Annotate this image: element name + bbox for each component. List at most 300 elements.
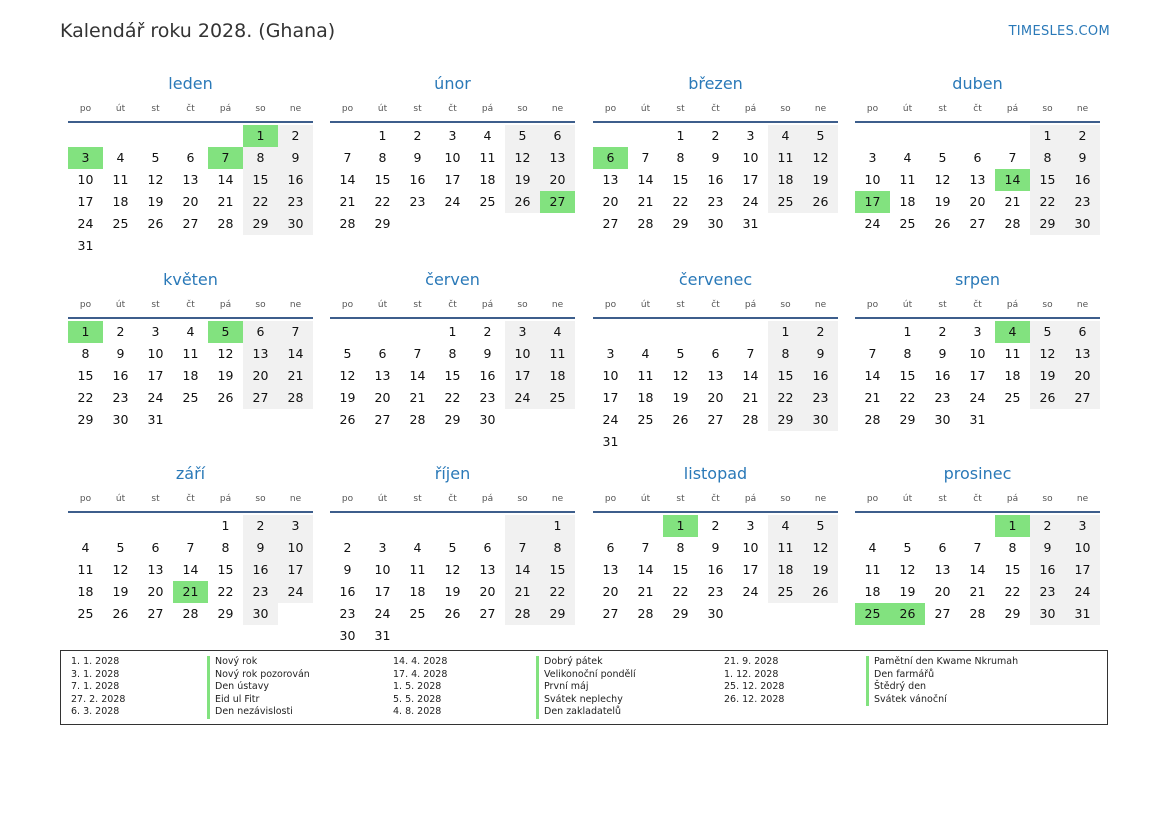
day-cell: 29 [672, 606, 689, 621]
empty-cell [540, 409, 575, 431]
day-cell: 27 [374, 412, 391, 427]
weekday-label: čt [448, 300, 457, 310]
day-cell: 21 [278, 365, 313, 387]
empty-cell [435, 213, 470, 235]
day-cell: 3 [973, 324, 982, 339]
week-row [330, 147, 575, 169]
empty-cell [435, 515, 470, 537]
day-cell: 22 [899, 390, 916, 405]
day-cell: 27 [243, 387, 278, 409]
week-row [593, 321, 838, 343]
holiday-day-cell: 4 [995, 321, 1030, 343]
weekday-label: út [377, 104, 388, 114]
weekday-label: so [780, 104, 791, 114]
month-září [68, 463, 313, 625]
day-cell: 12 [1030, 343, 1065, 365]
empty-cell [628, 515, 663, 537]
month-divider [593, 317, 838, 319]
day-cell: 14 [505, 559, 540, 581]
empty-cell [890, 125, 925, 147]
weekday-header [593, 490, 838, 508]
weekday-label: ne [551, 104, 564, 114]
day-cell: 1 [540, 515, 575, 537]
day-cell: 13 [707, 368, 724, 383]
day-cell: 29 [1004, 606, 1021, 621]
weekday-label: st [413, 104, 422, 114]
month-name: červen [425, 270, 480, 289]
week-row [593, 213, 838, 235]
empty-cell [593, 515, 628, 537]
holiday-day-cell: 7 [208, 147, 243, 169]
day-cell: 24 [1065, 581, 1100, 603]
weekday-header [68, 100, 313, 118]
day-cell: 16 [112, 368, 129, 383]
day-cell: 30 [1065, 213, 1100, 235]
day-cell: 29 [77, 412, 94, 427]
empty-cell [540, 213, 575, 235]
day-cell: 6 [540, 125, 575, 147]
day-cell: 28 [1004, 216, 1021, 231]
weekday-label: ne [289, 494, 302, 504]
week-row [68, 409, 313, 431]
day-cell: 5 [676, 346, 685, 361]
month-divider [330, 121, 575, 123]
weekday-label: po [79, 104, 92, 114]
empty-cell [330, 125, 365, 147]
day-cell: 16 [1030, 559, 1065, 581]
day-cell: 13 [602, 172, 619, 187]
day-cell: 5 [151, 150, 160, 165]
day-cell: 31 [1065, 603, 1100, 625]
month-duben [855, 73, 1100, 235]
day-cell: 19 [899, 584, 916, 599]
empty-cell [278, 409, 313, 431]
day-cell: 11 [768, 147, 803, 169]
holiday-day-cell: 1 [243, 125, 278, 147]
day-cell: 3 [746, 128, 755, 143]
weekday-label: ne [1076, 104, 1089, 114]
weekday-label: čt [711, 300, 720, 310]
day-cell: 16 [339, 584, 356, 599]
legend-date: 6. 3. 2028 [71, 706, 120, 718]
week-row [855, 213, 1100, 235]
day-cell: 2 [483, 324, 492, 339]
day-cell: 18 [182, 368, 199, 383]
day-cell: 25 [637, 412, 654, 427]
month-name: červenec [678, 270, 753, 289]
empty-cell [208, 409, 243, 431]
day-cell: 17 [278, 559, 313, 581]
weekday-header [855, 490, 1100, 508]
weekday-label: čt [973, 300, 982, 310]
day-cell: 30 [1030, 603, 1065, 625]
weekday-label: čt [711, 494, 720, 504]
legend-dates-col-1 [71, 656, 125, 719]
day-cell: 23 [1065, 191, 1100, 213]
empty-cell [138, 235, 173, 257]
week-row [330, 387, 575, 409]
day-cell: 1 [448, 324, 457, 339]
day-cell: 30 [278, 213, 313, 235]
day-cell: 18 [768, 169, 803, 191]
day-cell: 7 [343, 150, 352, 165]
legend-date: 14. 4. 2028 [393, 656, 448, 667]
empty-cell [1030, 409, 1065, 431]
weekday-label: út [902, 300, 913, 310]
weekday-label: st [151, 494, 160, 504]
weekday-label: čt [186, 104, 195, 114]
weekday-label: út [640, 494, 651, 504]
weekday-label: čt [711, 104, 720, 114]
weekday-label: čt [186, 494, 195, 504]
day-cell: 11 [899, 172, 916, 187]
day-cell: 17 [444, 172, 461, 187]
day-cell: 7 [746, 346, 755, 361]
day-cell: 24 [444, 194, 461, 209]
day-cell: 30 [707, 606, 724, 621]
week-row [855, 169, 1100, 191]
weekday-header [68, 296, 313, 314]
empty-cell [733, 431, 768, 453]
week-row [330, 559, 575, 581]
day-cell: 12 [505, 147, 540, 169]
weekday-label: pá [219, 494, 232, 504]
holiday-day-cell: 17 [855, 191, 890, 213]
day-cell: 4 [641, 346, 650, 361]
day-cell: 18 [864, 584, 881, 599]
legend-names-col-2 [536, 656, 636, 719]
day-cell: 14 [182, 562, 199, 577]
day-cell: 12 [934, 172, 951, 187]
day-cell: 14 [637, 562, 654, 577]
day-cell: 21 [637, 584, 654, 599]
weekday-label: út [902, 494, 913, 504]
day-cell: 15 [672, 562, 689, 577]
weekday-label: st [676, 300, 685, 310]
empty-cell [173, 409, 208, 431]
day-cell: 12 [672, 368, 689, 383]
day-cell: 18 [479, 172, 496, 187]
day-cell: 6 [243, 321, 278, 343]
week-row [68, 581, 313, 603]
week-row [68, 343, 313, 365]
day-cell: 16 [243, 559, 278, 581]
day-cell: 19 [505, 169, 540, 191]
week-row [330, 409, 575, 431]
empty-cell [1065, 409, 1100, 431]
legend-holiday-name: Eid ul Fitr [207, 694, 310, 707]
day-cell: 23 [479, 390, 496, 405]
empty-cell [925, 125, 960, 147]
weekday-label: pá [1006, 104, 1019, 114]
day-cell: 3 [746, 518, 755, 533]
day-cell: 5 [1030, 321, 1065, 343]
day-cell: 7 [641, 150, 650, 165]
empty-cell [400, 515, 435, 537]
weekday-label: čt [448, 494, 457, 504]
week-row [68, 147, 313, 169]
day-cell: 18 [899, 194, 916, 209]
legend-holiday-name: Svátek vánoční [866, 694, 1018, 707]
day-cell: 17 [602, 390, 619, 405]
page-title: Kalendář roku 2028. (Ghana) [60, 20, 336, 42]
empty-cell [803, 213, 838, 235]
day-cell: 17 [969, 368, 986, 383]
day-cell: 6 [378, 346, 387, 361]
day-cell: 26 [934, 216, 951, 231]
day-cell: 10 [602, 368, 619, 383]
weekday-header [593, 100, 838, 118]
week-row [593, 559, 838, 581]
legend-date: 4. 8. 2028 [393, 706, 442, 718]
week-row [330, 169, 575, 191]
day-cell: 21 [505, 581, 540, 603]
day-cell: 17 [505, 365, 540, 387]
weekday-label: út [377, 494, 388, 504]
month-divider [855, 317, 1100, 319]
weekday-label: út [377, 300, 388, 310]
empty-cell [803, 431, 838, 453]
day-cell: 11 [540, 343, 575, 365]
day-cell: 15 [243, 169, 278, 191]
day-cell: 30 [803, 409, 838, 431]
empty-cell [103, 125, 138, 147]
day-cell: 26 [339, 412, 356, 427]
day-cell: 17 [147, 368, 164, 383]
legend-holiday-name: Svátek neplechy [536, 694, 636, 707]
empty-cell [400, 321, 435, 343]
brand-link[interactable]: TIMESLES.COM [1008, 24, 1110, 39]
legend-holiday-name: Den nezávislosti [207, 706, 310, 719]
day-cell: 29 [217, 606, 234, 621]
month-name: srpen [954, 270, 1001, 289]
day-cell: 19 [339, 390, 356, 405]
holiday-day-cell: 14 [995, 169, 1030, 191]
day-cell: 1 [221, 518, 230, 533]
legend-holiday-name: Nový rok pozorován [207, 669, 310, 682]
weekday-label: čt [973, 104, 982, 114]
week-row [593, 409, 838, 431]
day-cell: 18 [112, 194, 129, 209]
day-cell: 16 [1065, 169, 1100, 191]
weekday-label: ne [1076, 494, 1089, 504]
day-cell: 15 [77, 368, 94, 383]
empty-cell [243, 409, 278, 431]
week-row [593, 365, 838, 387]
day-cell: 27 [182, 216, 199, 231]
holiday-day-cell: 21 [173, 581, 208, 603]
week-row [593, 191, 838, 213]
week-row [68, 213, 313, 235]
week-row [855, 537, 1100, 559]
day-cell: 29 [672, 216, 689, 231]
day-cell: 4 [81, 540, 90, 555]
weekday-header [855, 296, 1100, 314]
day-cell: 27 [147, 606, 164, 621]
weekday-label: ne [289, 300, 302, 310]
day-cell: 13 [1065, 343, 1100, 365]
day-cell: 2 [711, 128, 720, 143]
weekday-label: ne [814, 300, 827, 310]
empty-cell [103, 515, 138, 537]
week-row [330, 321, 575, 343]
weekday-label: st [938, 494, 947, 504]
weekday-label: út [640, 300, 651, 310]
day-cell: 26 [505, 191, 540, 213]
day-cell: 14 [339, 172, 356, 187]
weekday-label: út [115, 300, 126, 310]
day-cell: 10 [505, 343, 540, 365]
day-cell: 31 [374, 628, 391, 643]
day-cell: 7 [868, 346, 877, 361]
day-cell: 8 [1008, 540, 1017, 555]
week-row [68, 169, 313, 191]
day-cell: 9 [243, 537, 278, 559]
weekday-label: ne [551, 300, 564, 310]
day-cell: 25 [540, 387, 575, 409]
weekday-label: čt [973, 494, 982, 504]
week-row [68, 603, 313, 625]
weekday-label: po [866, 494, 879, 504]
weekday-label: st [938, 104, 947, 114]
month-divider [68, 121, 313, 123]
month-name: květen [163, 270, 218, 289]
day-cell: 4 [903, 150, 912, 165]
day-cell: 21 [217, 194, 234, 209]
day-cell: 31 [77, 238, 94, 253]
day-cell: 11 [479, 150, 496, 165]
day-cell: 2 [803, 321, 838, 343]
day-cell: 3 [448, 128, 457, 143]
day-cell: 25 [479, 194, 496, 209]
day-cell: 4 [540, 321, 575, 343]
weekday-label: pá [1006, 300, 1019, 310]
day-cell: 12 [899, 562, 916, 577]
week-row [855, 147, 1100, 169]
day-cell: 7 [973, 540, 982, 555]
day-cell: 20 [707, 390, 724, 405]
day-cell: 30 [112, 412, 129, 427]
day-cell: 18 [637, 390, 654, 405]
day-cell: 21 [1004, 194, 1021, 209]
week-row [330, 213, 575, 235]
day-cell: 27 [602, 606, 619, 621]
empty-cell [890, 515, 925, 537]
weekday-label: so [517, 300, 528, 310]
day-cell: 31 [969, 412, 986, 427]
day-cell: 10 [444, 150, 461, 165]
day-cell: 6 [606, 540, 615, 555]
day-cell: 28 [637, 216, 654, 231]
weekday-label: so [780, 494, 791, 504]
day-cell: 9 [938, 346, 947, 361]
weekday-label: so [255, 300, 266, 310]
legend-date: 1. 12. 2028 [724, 668, 779, 680]
day-cell: 9 [803, 343, 838, 365]
day-cell: 9 [116, 346, 125, 361]
day-cell: 22 [672, 584, 689, 599]
week-row [593, 387, 838, 409]
weekday-header [593, 296, 838, 314]
day-cell: 21 [409, 390, 426, 405]
day-cell: 15 [1030, 169, 1065, 191]
day-cell: 6 [1065, 321, 1100, 343]
day-cell: 23 [409, 194, 426, 209]
month-name: leden [168, 74, 213, 93]
day-cell: 4 [186, 324, 195, 339]
week-row [330, 603, 575, 625]
day-cell: 1 [1030, 125, 1065, 147]
month-divider [593, 511, 838, 513]
weekday-label: st [413, 300, 422, 310]
weekday-header [68, 490, 313, 508]
weekday-header [330, 100, 575, 118]
holiday-day-cell: 25 [855, 603, 890, 625]
weekday-label: so [1042, 300, 1053, 310]
empty-cell [733, 603, 768, 625]
empty-cell [365, 321, 400, 343]
holiday-day-cell: 26 [890, 603, 925, 625]
empty-cell [960, 125, 995, 147]
day-cell: 5 [448, 540, 457, 555]
day-cell: 14 [742, 368, 759, 383]
day-cell: 23 [803, 387, 838, 409]
day-cell: 6 [483, 540, 492, 555]
day-cell: 28 [409, 412, 426, 427]
day-cell: 10 [742, 540, 759, 555]
day-cell: 14 [409, 368, 426, 383]
day-cell: 25 [182, 390, 199, 405]
day-cell: 5 [116, 540, 125, 555]
weekday-label: po [79, 300, 92, 310]
month-květen [68, 269, 313, 431]
weekday-label: pá [219, 104, 232, 114]
day-cell: 16 [803, 365, 838, 387]
day-cell: 10 [147, 346, 164, 361]
day-cell: 14 [217, 172, 234, 187]
legend-holiday-name: První máj [536, 681, 636, 694]
day-cell: 24 [77, 216, 94, 231]
day-cell: 19 [217, 368, 234, 383]
day-cell: 10 [278, 537, 313, 559]
day-cell: 5 [343, 346, 352, 361]
weekday-header [855, 100, 1100, 118]
day-cell: 31 [602, 434, 619, 449]
day-cell: 27 [934, 606, 951, 621]
week-row [593, 125, 838, 147]
weekday-label: pá [481, 494, 494, 504]
month-prosinec [855, 463, 1100, 625]
weekday-label: po [866, 104, 879, 114]
day-cell: 25 [768, 191, 803, 213]
day-cell: 15 [444, 368, 461, 383]
week-row [330, 365, 575, 387]
day-cell: 27 [479, 606, 496, 621]
day-cell: 21 [742, 390, 759, 405]
month-divider [68, 511, 313, 513]
legend-holiday-name: Pamětní den Kwame Nkrumah [866, 656, 1018, 669]
day-cell: 19 [1030, 365, 1065, 387]
day-cell: 13 [374, 368, 391, 383]
week-row [855, 343, 1100, 365]
day-cell: 6 [186, 150, 195, 165]
day-cell: 11 [864, 562, 881, 577]
day-cell: 19 [147, 194, 164, 209]
day-cell: 5 [903, 540, 912, 555]
day-cell: 4 [116, 150, 125, 165]
day-cell: 15 [768, 365, 803, 387]
day-cell: 9 [1065, 147, 1100, 169]
